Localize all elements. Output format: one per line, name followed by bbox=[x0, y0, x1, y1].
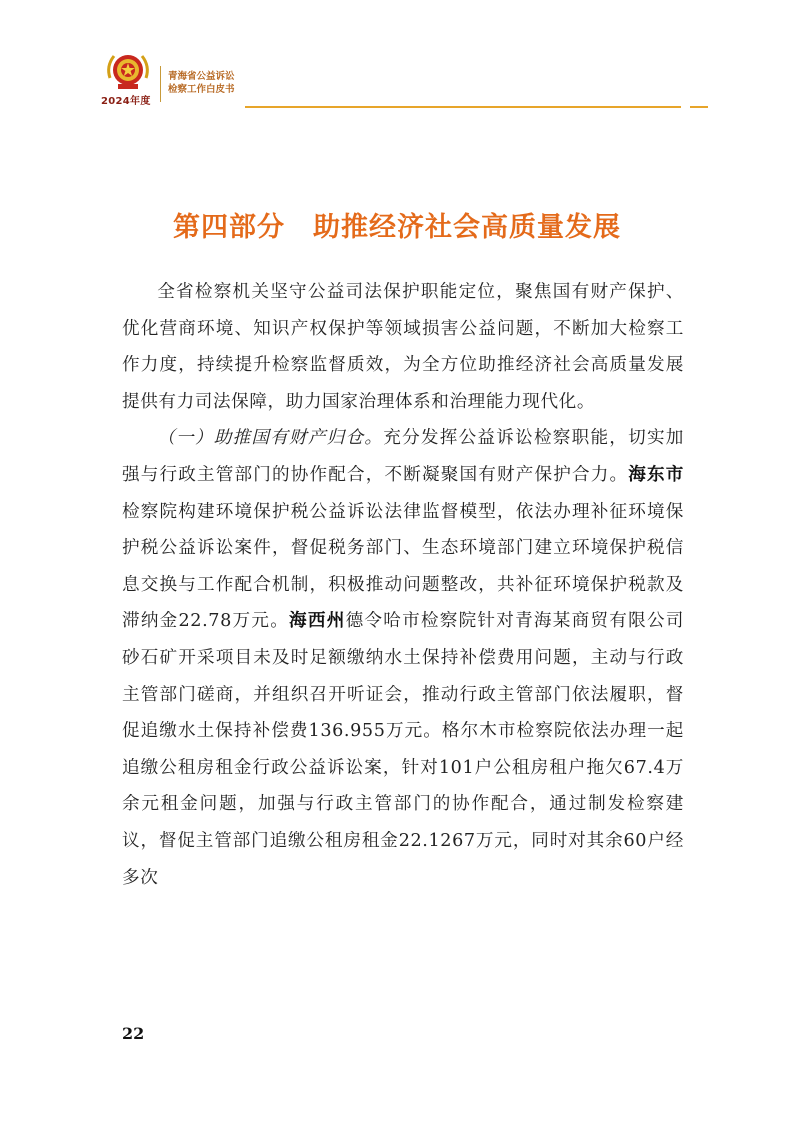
section-1-heading: （一）助推国有财产归仓。 bbox=[157, 428, 384, 449]
bold-place-haidong: 海东市 bbox=[628, 463, 684, 485]
section-1-paragraph bbox=[122, 420, 684, 896]
subtitle-line-2: 检察工作白皮书 bbox=[168, 84, 235, 95]
section-1-text-1: 充分发挥公益诉讼检察职能，切实加强与行政主管部门的协作配合，不断凝聚国有财产保护合力。 bbox=[122, 428, 685, 485]
section-1-text-3: 德令哈市检察院针对青海某商贸有限公司砂石矿开采项目未及时足额缴纳水土保持补偿费用问题，主动与行政主管部门磋商，并组织召开听证会，推动行政主管部门依法履职，督促追缴水土保持补偿费136.955万元。格尔木市检察院依法办理一起追缴公租房租金行政公益诉讼案，针对101户公租房租户拖欠67.4万余元租金问题，加强与行政主管部门的协作配合，通过制发检察建议，督促主管部门追缴公租房租金22.1267万元，同时对其余60户经多次 bbox=[122, 611, 684, 888]
subtitle-line-1: 青海省公益诉讼 bbox=[168, 71, 235, 82]
page-header bbox=[0, 0, 794, 120]
header-rule bbox=[245, 106, 681, 108]
body-text bbox=[122, 274, 684, 896]
title-part: 第四部分 bbox=[173, 212, 285, 243]
title-text: 助推经济社会高质量发展 bbox=[313, 212, 621, 243]
intro-paragraph: 全省检察机关坚守公益司法保护职能定位，聚焦国有财产保护、优化营商环境、知识产权保护等领域损害公益问题，不断加大检察工作力度，持续提升检察监督质效，为全方位助推经济社会高质量发展提供有力司法保障，助力国家治理体系和治理能力现代化。 bbox=[122, 282, 684, 412]
procuratorate-emblem-icon bbox=[104, 48, 152, 92]
header-subtitle bbox=[168, 70, 235, 96]
section-1-text-2: 检察院构建环境保护税公益诉讼法律监督模型，依法办理补征环境保护税公益诉讼案件，督促税务部门、生态环境部门建立环境保护税信息交换与工作配合机制，积极推动问题整改，共补征环境保护税款及滞纳金22.78万元。 bbox=[122, 501, 684, 632]
header-divider bbox=[160, 66, 161, 102]
section-title bbox=[0, 205, 794, 244]
year-label: 2024年度 bbox=[101, 96, 151, 107]
page-number: 22 bbox=[122, 1024, 145, 1043]
bold-place-haixi: 海西州 bbox=[289, 610, 346, 632]
header-rule-end bbox=[690, 106, 708, 108]
